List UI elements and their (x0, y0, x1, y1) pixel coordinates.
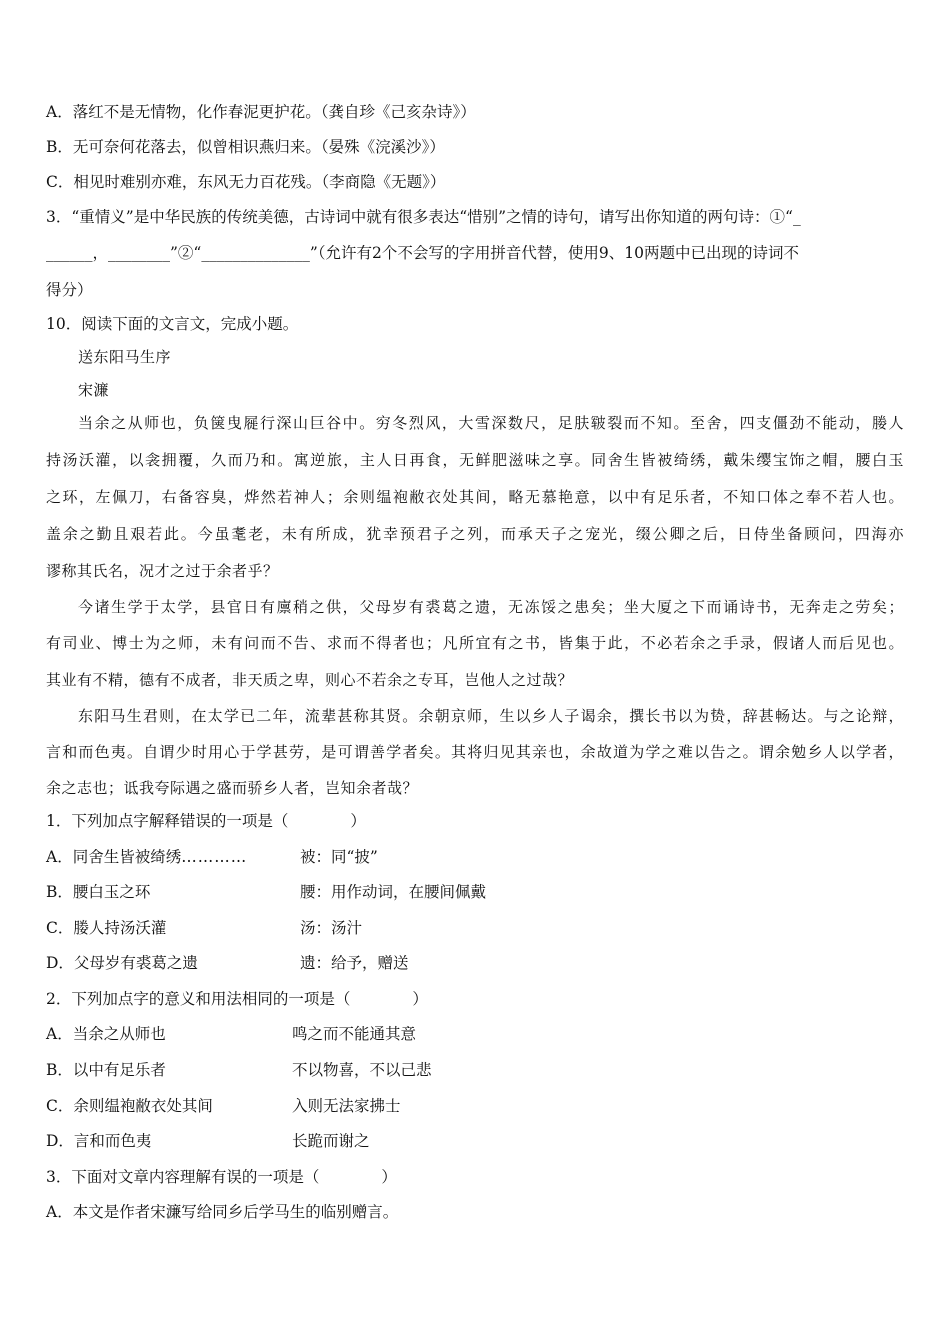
sub2-option-d: D．言和而色夷 (46, 1132, 152, 1150)
essay-p1-line: 盖余之勤且艰若此。今虽耄老，未有所成，犹幸预君子之列，而承天子之宠光，缀公卿之后，日侍坐备顾问，四海亦 (46, 525, 904, 543)
essay-p2-line: 今诸生学于太学，县官日有廪稍之供，父母岁有裘葛之遗，无冻馁之患矣；坐大厦之下而诵诗书，无奔走之劳矣； (78, 598, 904, 616)
essay-p1-line: 之环，左佩刀，右备容臭，烨然若神人；余则缊袍敝衣处其间，略无慕艳意，以中有足乐者，不知口体之奉不若人也。 (46, 488, 904, 506)
essay-author: 宋濂 (78, 381, 110, 399)
essay-p1-line: 持汤沃灌，以衾拥覆，久而乃和。寓逆旅，主人日再食，无鲜肥滋味之享。同舍生皆被绮绣，戴朱缨宝饰之帽，腰白玉 (46, 451, 904, 469)
essay-p1-line: 当余之从师也，负箧曳屣行深山巨谷中。穷冬烈风，大雪深数尺，足肤皲裂而不知。至舍，四支僵劲不能动，媵人 (78, 414, 904, 432)
sub1-option-a-text: A．同舍生皆被绮绣 (46, 848, 182, 866)
sub1-stem: 1．下列加点字解释错误的一项是（ ） (46, 812, 366, 830)
sub2-option-a-gloss: 鸣之而不能通其意 (292, 1025, 417, 1043)
essay-p3-line: 东阳马生君则，在太学已二年，流辈甚称其贤。余朝京师，生以乡人子谒余，撰长书以为贽，辞甚畅达。与之论辩， (78, 707, 904, 725)
sub1-option-b: B．腰白玉之环 (46, 883, 151, 901)
sub3-option-a: A．本文是作者宋濂写给同乡后学马生的临别赠言。 (46, 1203, 399, 1221)
sub2-option-c-gloss: 入则无法家拂士 (292, 1097, 401, 1115)
option-b-top: B．无可奈何花落去，似曾相识燕归来。（晏殊《浣溪沙》） (46, 138, 445, 156)
sub2-stem: 2．下列加点字的意义和用法相同的一项是（ ） (46, 990, 428, 1008)
sub2-option-c: C．余则缊袍敝衣处其间 (46, 1097, 213, 1115)
essay-p2-line: 有司业、博士为之师，未有问而不告、求而不得者也；凡所宜有之书，皆集于此，不必若余之手录，假诸人而后见也。 (46, 634, 904, 652)
essay-p1-line: 谬称其氏名，况才之过于余者乎？ (46, 562, 279, 580)
essay-p2-line: 其业有不精，德有不成者，非天质之卑，则心不若余之专耳，岂他人之过哉？ (46, 671, 574, 689)
q3-poem-line3: 得分） (46, 281, 93, 299)
essay-title: 送东阳马生序 (78, 348, 172, 366)
q3-poem-line2: ______，________”②“______________”（允许有2个不会写的字用拼音代替，使用9、10两题中已出现的诗词不 (46, 244, 799, 262)
sub3-stem: 3．下面对文章内容理解有误的一项是（ ） (46, 1168, 397, 1186)
essay-p3-line: 余之志也；诋我夸际遇之盛而骄乡人者，岂知余者哉？ (46, 779, 419, 797)
essay-p3-line: 言和而色夷。自谓少时用心于学甚劳，是可谓善学者矣。其将归见其亲也，余故道为学之难以告之。谓余勉乡人以学者， (46, 743, 904, 761)
option-c-top: C．相见时难别亦难，东风无力百花残。（李商隐《无题》） (46, 173, 446, 191)
sub1-option-a-dots: ………… (181, 848, 248, 866)
sub1-option-a (46, 847, 247, 867)
sub2-option-b-gloss: 不以物喜，不以己悲 (292, 1061, 432, 1079)
sub2-option-d-gloss: 长跪而谢之 (292, 1132, 370, 1150)
sub1-option-b-gloss: 腰：用作动词，在腰间佩戴 (300, 883, 487, 901)
sub1-option-d-gloss: 遗：给予，赠送 (300, 954, 409, 972)
option-a-top: A．落红不是无情物，化作春泥更护花。（龚自珍《己亥杂诗》） (46, 103, 476, 121)
sub1-option-c-gloss: 汤：汤汁 (300, 919, 363, 937)
sub2-option-a: A．当余之从师也 (46, 1025, 166, 1043)
sub1-option-c: C．媵人持汤沃灌 (46, 919, 167, 937)
sub1-option-d: D．父母岁有裘葛之遗 (46, 954, 198, 972)
sub2-option-b: B．以中有足乐者 (46, 1061, 166, 1079)
q3-poem-line1: 3．“重情义”是中华民族的传统美德，古诗词中就有很多表达“惜别”之情的诗句，请写出你知道的两句诗：①“_ (46, 208, 801, 226)
q10-header: 10．阅读下面的文言文，完成小题。 (46, 315, 299, 333)
sub1-option-a-gloss: 被：同“披” (300, 848, 378, 866)
